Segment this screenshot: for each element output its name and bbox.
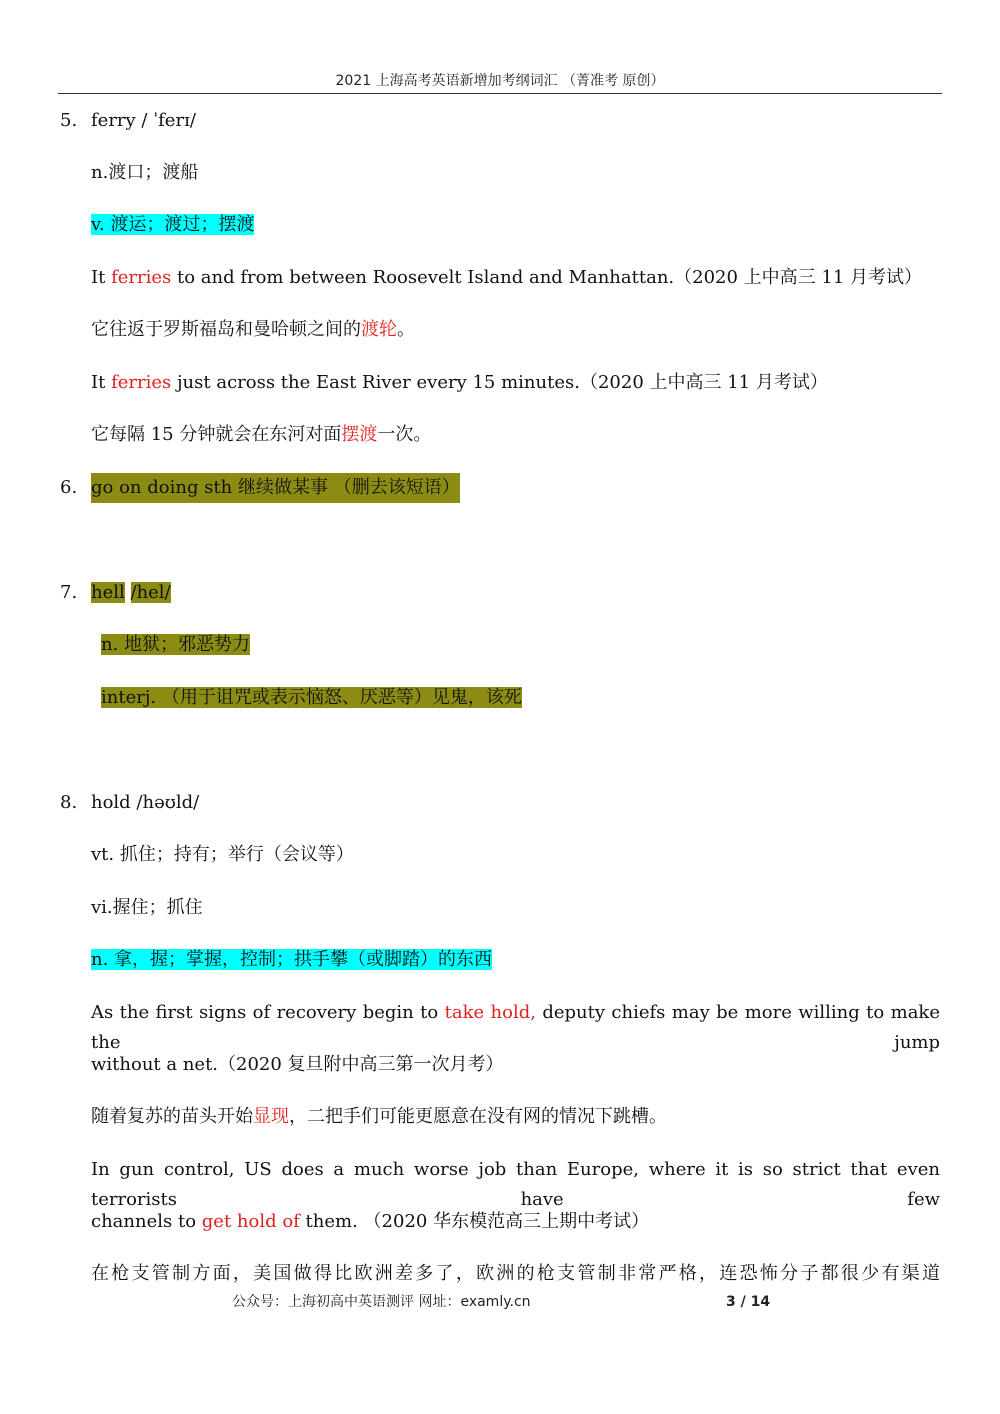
entry-number: 5. [60, 110, 78, 131]
entry-number: 6. [60, 477, 78, 498]
example-text: deputy chiefs may be more willing to make the jump [91, 1002, 940, 1053]
sense: vi.握住；抓住 [91, 897, 203, 918]
example-text: 在枪支管制方面，美国做得比欧洲差多了，欧洲的枪支管制非常严格，连恐怖分子都很少有渠道 [91, 1263, 940, 1284]
sense [101, 683, 522, 713]
example-text: It [91, 372, 112, 393]
footer-account-info: 公众号：上海初高中英语测评 网址：examly.cn [232, 1294, 531, 1310]
example-text: 。 [397, 319, 415, 340]
highlighted-word: ferries [111, 267, 172, 288]
example-translation [91, 315, 415, 345]
header-divider [58, 93, 942, 94]
example-sentence [91, 1155, 940, 1215]
highlighted-word: 显现 [253, 1106, 289, 1127]
example-sentence [91, 998, 940, 1058]
sense [91, 945, 492, 975]
highlighted-sense: interj. （用于诅咒或表示恼怒、厌恶等）见鬼，该死 [101, 687, 522, 708]
highlighted-sense: v. 渡运；渡过；摆渡 [91, 214, 255, 235]
sense [101, 630, 250, 660]
example-translation [91, 1102, 667, 1132]
example-text: them. （2020 华东模范高三上期中考试） [299, 1211, 650, 1232]
highlighted-word: take hold, [444, 1002, 536, 1023]
example-sentence [91, 1050, 504, 1080]
page-number: 3 / 14 [726, 1294, 771, 1310]
example-sentence [91, 368, 828, 398]
example-text: It [91, 267, 112, 288]
example-text: just across the East River every 15 minutes.（2020 上中高三 11 月考试） [171, 372, 828, 393]
sense: n.渡口；渡船 [91, 162, 199, 183]
highlighted-word: 摆渡 [341, 424, 378, 445]
sense: vt. 抓住；持有；举行（会议等） [91, 844, 354, 865]
highlighted-sense: n. 地狱；邪恶势力 [101, 634, 251, 655]
phonetic: /hel/ [130, 582, 171, 603]
example-text: 它每隔 15 分钟就会在东河对面 [91, 424, 342, 445]
highlighted-word: 渡轮 [361, 319, 397, 340]
highlighted-sense: n. 拿，握；掌握，控制；拱手攀（或脚踏）的东西 [91, 949, 493, 970]
example-translation [91, 420, 431, 450]
headword: ferry / ˈferɪ/ [91, 110, 196, 131]
example-text: In gun control, US does a much worse job than Europe, where it is so strict that even terrorists have few [91, 1159, 940, 1210]
headword: hold /həʊld/ [91, 792, 200, 813]
sense [91, 210, 254, 240]
page-header-title: 2021 上海高考英语新增加考纲词汇 （菁准考 原创） [335, 73, 665, 89]
example-translation [91, 1259, 940, 1289]
example-text: As the first signs of recovery begin to [91, 1002, 445, 1023]
entry-number: 8. [60, 792, 78, 813]
entry-number: 7. [60, 582, 78, 603]
example-sentence [91, 263, 922, 293]
example-text: channels to [91, 1211, 202, 1232]
headword: go on doing sth 继续做某事 （删去该短语） [91, 473, 460, 503]
example-sentence [91, 1207, 649, 1237]
example-text: 它往返于罗斯福岛和曼哈顿之间的 [91, 319, 361, 340]
example-text: 随着复苏的苗头开始 [91, 1106, 253, 1127]
headword: hell [91, 582, 125, 603]
example-text: to and from between Roosevelt Island and Manhattan.（2020 上中高三 11 月考试） [171, 267, 923, 288]
example-text: 一次。 [377, 424, 432, 445]
highlighted-word: get hold of [201, 1211, 300, 1232]
example-text: ，二把手们可能更愿意在没有网的情况下跳槽。 [289, 1106, 667, 1127]
example-text: without a net.（2020 复旦附中高三第一次月考） [91, 1054, 504, 1075]
highlighted-word: ferries [111, 372, 172, 393]
